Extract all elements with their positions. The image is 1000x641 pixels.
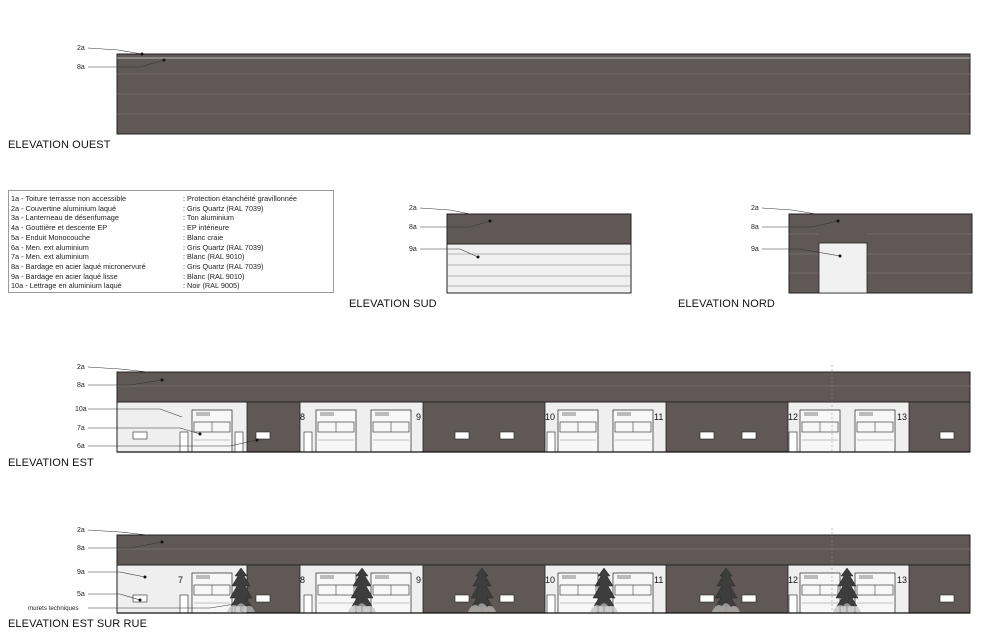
label-8a: 8a <box>77 382 85 389</box>
label-8a: 8a <box>409 224 417 231</box>
title-elevation-sud: ELEVATION SUD <box>349 298 437 310</box>
title-elevation-est-sur-rue: ELEVATION EST SUR RUE <box>8 618 148 630</box>
door <box>547 595 555 613</box>
dark-cladding-block <box>909 565 970 613</box>
legend-value: : EP intérieure <box>183 223 230 233</box>
legend-value: : Noir (RAL 9005) <box>183 281 240 291</box>
unit-front <box>558 410 598 452</box>
window <box>133 432 147 439</box>
label-9a: 9a <box>751 246 759 253</box>
legend-code: 7a - Men. ext aluminium <box>11 252 89 262</box>
elevation-est-sur-rue <box>28 527 970 613</box>
window <box>742 432 756 439</box>
window <box>500 432 514 439</box>
materials-legend <box>8 190 334 293</box>
unit-number: 9 <box>416 575 422 585</box>
dark-cladding-block <box>247 565 300 613</box>
legend-value: : Gris Quartz (RAL 7039) <box>183 261 264 271</box>
rue-upper-cladding <box>117 535 970 565</box>
unit-front <box>371 410 411 452</box>
unit-number: 8 <box>300 412 306 422</box>
sud-lower-cladding <box>447 244 631 293</box>
unit-front <box>855 573 895 613</box>
door <box>180 432 188 452</box>
window <box>940 432 954 439</box>
legend-code: 6a - Men. ext aluminium <box>11 242 89 252</box>
label-9a: 9a <box>409 246 417 253</box>
label-2a: 2a <box>77 527 85 534</box>
legend-code: 8a - Bardage en acier laqué micronervuré <box>11 261 146 271</box>
dark-cladding-block <box>909 402 970 452</box>
legend-code: 4a - Gouttière et descente EP <box>11 223 108 233</box>
unit-number: 13 <box>897 412 908 422</box>
door <box>235 432 243 452</box>
legend-code: 10a - Lettrage en aluminium laqué <box>11 281 122 291</box>
elevation-est <box>75 364 970 452</box>
unit-number: 10 <box>545 412 556 422</box>
legend-value: : Blanc (RAL 9010) <box>183 252 245 262</box>
window <box>500 595 514 602</box>
label-9a: 9a <box>77 569 85 576</box>
legend-code: 2a - Couvertine aluminium laqué <box>11 203 117 213</box>
note-murets-techniques: murets techniques <box>28 605 79 612</box>
window <box>256 432 270 439</box>
label-2a: 2a <box>409 205 417 212</box>
legend-value: : Protection étanchéité gravillonnée <box>183 194 297 203</box>
window <box>742 595 756 602</box>
unit-front <box>613 410 653 452</box>
title-elevation-nord: ELEVATION NORD <box>678 298 775 310</box>
door <box>789 595 797 613</box>
door <box>180 595 188 613</box>
unit-front <box>800 573 840 613</box>
door <box>304 432 312 452</box>
window <box>256 595 270 602</box>
legend-code: 5a - Enduit Monocouche <box>11 232 91 242</box>
legend-code: 1a - Toiture terrasse non accessible <box>11 194 127 203</box>
unit-front <box>192 573 232 613</box>
label-10a: 10a <box>75 406 87 413</box>
est-upper-cladding <box>117 372 970 402</box>
unit-front <box>371 573 411 613</box>
unit-number: 10 <box>545 575 556 585</box>
label-8a: 8a <box>77 545 85 552</box>
legend-value: : Gris Quartz (RAL 7039) <box>183 242 264 252</box>
unit-front <box>316 410 356 452</box>
unit-number: 12 <box>788 412 799 422</box>
unit-number: 11 <box>654 412 664 422</box>
label-2a: 2a <box>77 45 85 52</box>
door <box>547 432 555 452</box>
legend-code: 9a - Bardage en acier laqué lisse <box>11 271 118 281</box>
unit-number: 9 <box>416 412 422 422</box>
dark-cladding-block <box>247 402 300 452</box>
unit-number: 7 <box>178 575 184 585</box>
window <box>700 595 714 602</box>
door <box>304 595 312 613</box>
unit-front <box>316 573 356 613</box>
unit-front <box>800 410 840 452</box>
label-8a: 8a <box>751 224 759 231</box>
window <box>455 432 469 439</box>
label-2a: 2a <box>751 205 759 212</box>
legend-code: 3a - Lanterneau de désenfumage <box>11 213 119 223</box>
window <box>940 595 954 602</box>
unit-front <box>855 410 895 452</box>
label-8a: 8a <box>77 64 85 71</box>
unit-number: 13 <box>897 575 908 585</box>
label-6a: 6a <box>77 443 85 450</box>
door <box>789 432 797 452</box>
legend-value: : Ton aluminium <box>183 213 234 223</box>
title-elevation-est: ELEVATION EST <box>8 457 94 469</box>
elevation-ouest <box>77 45 970 134</box>
window <box>455 595 469 602</box>
label-5a: 5a <box>77 591 85 598</box>
unit-number: 8 <box>300 575 306 585</box>
unit-number: 12 <box>788 575 799 585</box>
label-7a: 7a <box>77 425 85 432</box>
legend-value: : Blanc (RAL 9010) <box>183 271 245 281</box>
unit-front <box>558 573 598 613</box>
unit-front <box>613 573 653 613</box>
window <box>700 432 714 439</box>
elevation-nord <box>751 205 972 293</box>
dark-cladding-block <box>423 402 545 452</box>
title-elevation-ouest: ELEVATION OUEST <box>8 139 111 151</box>
dark-cladding-block <box>666 402 788 452</box>
sud-upper-cladding <box>447 214 631 244</box>
elevation-sud <box>409 205 631 293</box>
legend-value: : Blanc craie <box>183 232 224 242</box>
nord-light-panel <box>819 243 867 293</box>
unit-number: 11 <box>654 575 664 585</box>
legend-value: : Gris Quartz (RAL 7039) <box>183 203 264 213</box>
label-2a: 2a <box>77 364 85 371</box>
